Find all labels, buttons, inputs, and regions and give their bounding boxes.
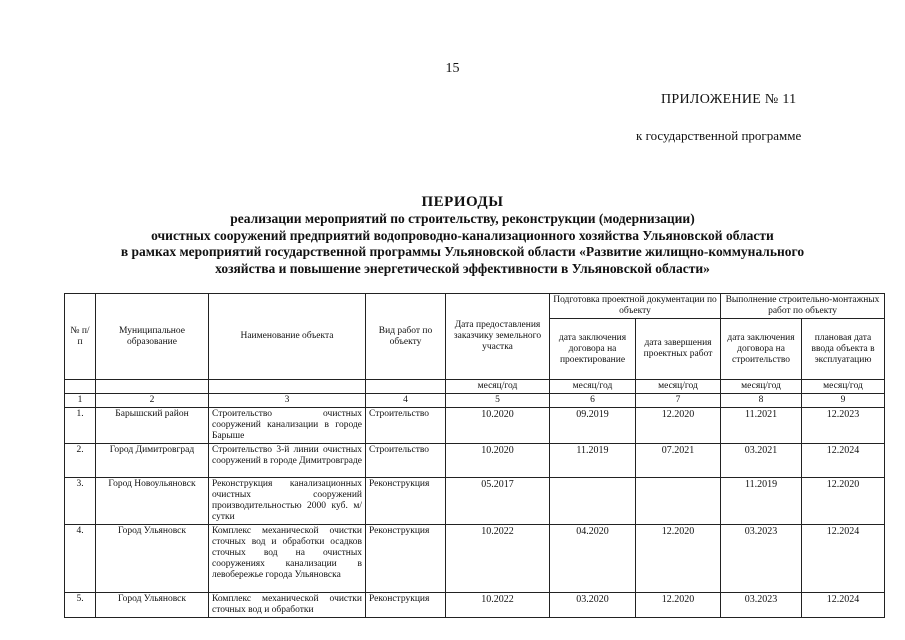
table-row [65,525,885,593]
row-work-type: Строительство [366,444,446,478]
row-municipality: Город Димитровград [96,444,209,478]
row-design-contract: 09.2019 [550,408,636,444]
row-design-end: 12.2020 [636,593,721,618]
table-row [65,444,885,478]
row-construction-contract: 03.2021 [721,444,802,478]
row-design-contract: 11.2019 [550,444,636,478]
table-row [65,408,885,444]
row-municipality: Барышский район [96,408,209,444]
unit-land-date: месяц/год [446,380,550,394]
title-line-5: хозяйства и повышение энергетической эффективности в Ульяновской области» [215,260,710,276]
column-number: 4 [366,394,446,408]
row-object: Комплекс механической очистки сточных вод и обработки осадков сточных вод на очистных сооружениях канализации в левобережье города Ульяновска [209,525,366,593]
header-municipality: Муниципальное образование [96,294,209,380]
row-design-end: 12.2020 [636,408,721,444]
row-design-contract: 03.2020 [550,593,636,618]
periods-table [64,293,885,618]
row-num: 3. [65,478,96,525]
row-work-type: Строительство [366,408,446,444]
row-land-date: 10.2020 [446,408,550,444]
header-design-group: Подготовка проектной документации по объекту [550,294,721,319]
header-construction-group: Выполнение строительно-монтажных работ по объекту [721,294,885,319]
unit-construction-contract: месяц/год [721,380,802,394]
header-design-end: дата завершения проектных работ [636,319,721,380]
column-number: 6 [550,394,636,408]
appendix-label: ПРИЛОЖЕНИЕ № 11 [661,92,797,107]
row-land-date: 10.2022 [446,525,550,593]
header-construction-contract: дата заключения договора на строительство [721,319,802,380]
column-number: 9 [802,394,885,408]
row-design-contract [550,478,636,525]
row-work-type: Реконструкция [366,478,446,525]
table-row [65,593,885,618]
header-land-date: Дата предоставления заказчику земельного участка [446,294,550,380]
unit-design-contract: месяц/год [550,380,636,394]
row-commissioning: 12.2024 [802,525,885,593]
row-design-end [636,478,721,525]
unit-design-end: месяц/год [636,380,721,394]
row-design-end: 07.2021 [636,444,721,478]
row-design-end: 12.2020 [636,525,721,593]
document-title [40,193,885,277]
row-num: 1. [65,408,96,444]
column-number: 1 [65,394,96,408]
header-work-type: Вид работ по объекту [366,294,446,380]
row-land-date: 05.2017 [446,478,550,525]
row-municipality: Город Ульяновск [96,593,209,618]
row-construction-contract: 03.2023 [721,593,802,618]
table-row [65,478,885,525]
row-commissioning: 12.2024 [802,593,885,618]
page-number: 15 [445,61,460,76]
column-number: 3 [209,394,366,408]
title-line-3: очистных сооружений предприятий водопроводно-канализационного хозяйства Ульяновской области [151,227,774,243]
program-reference: к государственной программе [636,128,802,143]
row-construction-contract: 11.2021 [721,408,802,444]
column-number: 7 [636,394,721,408]
row-land-date: 10.2022 [446,593,550,618]
row-land-date: 10.2020 [446,444,550,478]
row-object: Реконструкция канализационных очистных сооружений производительностью 2000 куб. м/сутки [209,478,366,525]
row-num: 5. [65,593,96,618]
title-line-1: ПЕРИОДЫ [421,194,504,210]
unit-commissioning: месяц/год [802,380,885,394]
title-line-2: реализации мероприятий по строительству, реконструкции (модернизации) [230,211,695,226]
row-construction-contract: 11.2019 [721,478,802,525]
header-design-contract: дата заключения договора на проектирование [550,319,636,380]
row-work-type: Реконструкция [366,525,446,593]
title-line-4: в рамках мероприятий государственной программы Ульяновской области «Развитие жилищно-коммунального [120,244,805,259]
row-municipality: Город Новоульяновск [96,478,209,525]
row-object: Строительство 3-й линии очистных сооружений в городе Димитровграде [209,444,366,478]
row-num: 4. [65,525,96,593]
row-commissioning: 12.2024 [802,444,885,478]
row-municipality: Город Ульяновск [96,525,209,593]
header-object-name: Наименование объекта [209,294,366,380]
row-work-type: Реконструкция [366,593,446,618]
row-num: 2. [65,444,96,478]
row-design-contract: 04.2020 [550,525,636,593]
header-commissioning: плановая дата ввода объекта в эксплуатацию [802,319,885,380]
row-object: Комплекс механической очистки сточных вод и обработки [209,593,366,618]
row-object: Строительство очистных сооружений канализации в городе Барыше [209,408,366,444]
row-commissioning: 12.2020 [802,478,885,525]
column-number: 5 [446,394,550,408]
column-number: 2 [96,394,209,408]
header-num: № п/п [65,294,96,380]
column-number: 8 [721,394,802,408]
row-commissioning: 12.2023 [802,408,885,444]
row-construction-contract: 03.2023 [721,525,802,593]
